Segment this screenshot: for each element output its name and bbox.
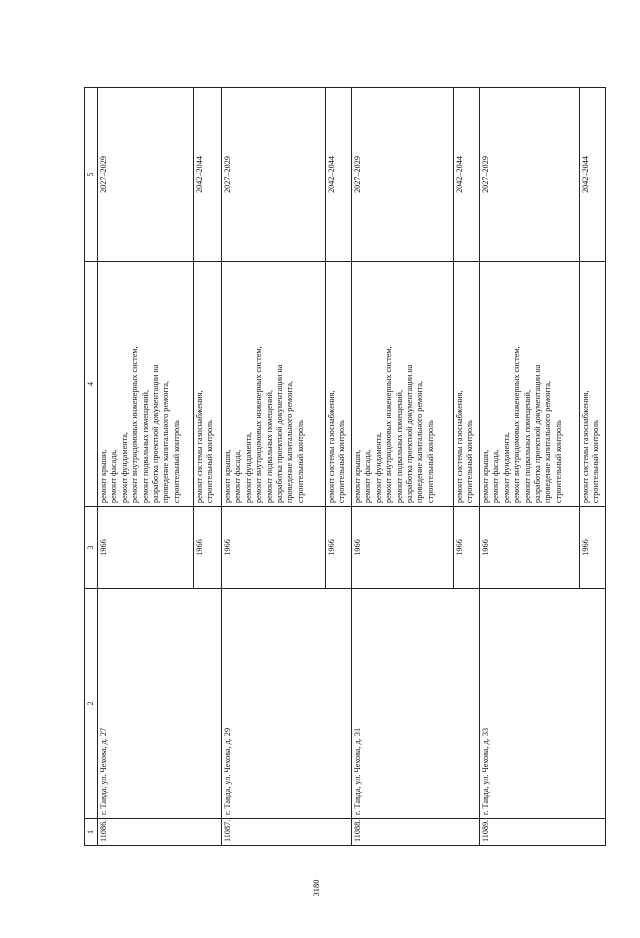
repair-work-item: проведение капитального ремонта, xyxy=(285,380,295,503)
repair-work-item: ремонт крыши, xyxy=(99,449,108,503)
repair-work-item: ремонт подвальных помещений, xyxy=(394,390,404,503)
repair-work-item: ремонт фасада, xyxy=(233,449,243,503)
repair-work-item: ремонт фундамента, xyxy=(501,432,511,503)
repair-work-item: ремонт фундамента, xyxy=(119,432,129,503)
repair-period: 2042–2044 xyxy=(580,88,606,262)
repair-work-item: ремонт фасада, xyxy=(491,449,501,503)
repair-period: 2027–2029 xyxy=(98,88,194,262)
construction-year: 1966 xyxy=(580,507,606,589)
repair-period: 2027–2029 xyxy=(352,88,454,262)
row-number: 11087. xyxy=(222,819,352,846)
row-number: 11088. xyxy=(352,819,480,846)
header-col-2: 2 xyxy=(85,589,98,819)
header-col-3: 3 xyxy=(85,507,98,589)
table-row xyxy=(222,88,326,846)
repair-period: 2027–2029 xyxy=(222,88,326,262)
repair-work-item: ремонт системы газоснабжения, xyxy=(195,390,204,503)
repair-work-item: ремонт крыши, xyxy=(481,449,490,503)
repair-work-item: ремонт подвальных помещений, xyxy=(264,390,274,503)
repair-work-item: ремонт крыши, xyxy=(353,449,362,503)
repair-work-item: проведение капитального ремонта, xyxy=(543,380,553,503)
repair-work-item: строительный контроль xyxy=(465,420,475,503)
repair-period: 2042–2044 xyxy=(326,88,352,262)
repair-work-item: разработка проектной документации на xyxy=(533,364,543,503)
repair-period: 2042–2044 xyxy=(454,88,480,262)
repair-work-item: строительный контроль xyxy=(171,420,181,503)
construction-year: 1966 xyxy=(326,507,352,589)
repair-work-item: ремонт фасада, xyxy=(363,449,373,503)
repair-work-item: ремонт системы газоснабжения, xyxy=(327,390,336,503)
page-number: 3180 xyxy=(311,879,321,897)
repair-work-item: проведение капитального ремонта, xyxy=(161,380,171,503)
table-body xyxy=(98,88,606,846)
repair-period: 2027–2029 xyxy=(480,88,580,262)
repair-works-list xyxy=(98,262,194,507)
construction-year: 1966 xyxy=(222,507,326,589)
repair-works-list xyxy=(580,262,606,507)
repair-works-list xyxy=(194,262,222,507)
repair-period: 2042–2044 xyxy=(194,88,222,262)
header-col-5: 5 xyxy=(85,88,98,262)
repair-work-item: разработка проектной документации на xyxy=(151,364,161,503)
repair-work-item: строительный контроль xyxy=(553,420,563,503)
header-col-4: 4 xyxy=(85,262,98,507)
repair-work-item: ремонт фундамента, xyxy=(373,432,383,503)
repair-works-list xyxy=(326,262,352,507)
repair-work-item: строительный контроль xyxy=(295,420,305,503)
repair-work-item: ремонт фундамента, xyxy=(243,432,253,503)
construction-year: 1966 xyxy=(194,507,222,589)
repair-works-list xyxy=(454,262,480,507)
building-address: г. Тавда, ул. Чехова, д. 33 xyxy=(480,589,606,819)
construction-year: 1966 xyxy=(454,507,480,589)
repair-schedule-table xyxy=(84,87,606,846)
repair-work-item: ремонт внутридомовых инженерных систем, xyxy=(254,346,264,503)
repair-work-item: строительный контроль xyxy=(337,420,347,503)
repair-work-item: ремонт крыши, xyxy=(223,449,232,503)
repair-work-item: ремонт подвальных помещений, xyxy=(140,390,150,503)
repair-works-list xyxy=(480,262,580,507)
repair-work-item: ремонт подвальных помещений, xyxy=(522,390,532,503)
repair-works-list xyxy=(222,262,326,507)
repair-work-item: ремонт системы газоснабжения, xyxy=(581,390,590,503)
table-row xyxy=(480,88,580,846)
row-number: 11086. xyxy=(98,819,222,846)
row-number: 11089. xyxy=(480,819,606,846)
table-header-row xyxy=(85,88,98,846)
repair-work-item: разработка проектной документации на xyxy=(405,364,415,503)
rotated-table-sheet xyxy=(84,88,601,846)
header-col-1: 1 xyxy=(85,819,98,846)
building-address: г. Тавда, ул. Чехова, д. 29 xyxy=(222,589,352,819)
repair-work-item: проведение капитального ремонта, xyxy=(415,380,425,503)
repair-work-item: строительный контроль xyxy=(425,420,435,503)
repair-work-item: ремонт внутридомовых инженерных систем, xyxy=(384,346,394,503)
repair-work-item: ремонт фасада, xyxy=(109,449,119,503)
construction-year: 1966 xyxy=(480,507,580,589)
repair-work-item: строительный контроль xyxy=(591,420,601,503)
repair-work-item: строительный контроль xyxy=(205,420,215,503)
table-row xyxy=(98,88,194,846)
building-address: г. Тавда, ул. Чехова, д. 31 xyxy=(352,589,480,819)
repair-work-item: ремонт внутридомовых инженерных систем, xyxy=(130,346,140,503)
repair-work-item: ремонт системы газоснабжения, xyxy=(455,390,464,503)
construction-year: 1966 xyxy=(352,507,454,589)
repair-works-list xyxy=(352,262,454,507)
repair-work-item: разработка проектной документации на xyxy=(275,364,285,503)
construction-year: 1966 xyxy=(98,507,194,589)
table-row xyxy=(352,88,454,846)
repair-work-item: ремонт внутридомовых инженерных систем, xyxy=(512,346,522,503)
building-address: г. Тавда, ул. Чехова, д. 27 xyxy=(98,589,222,819)
